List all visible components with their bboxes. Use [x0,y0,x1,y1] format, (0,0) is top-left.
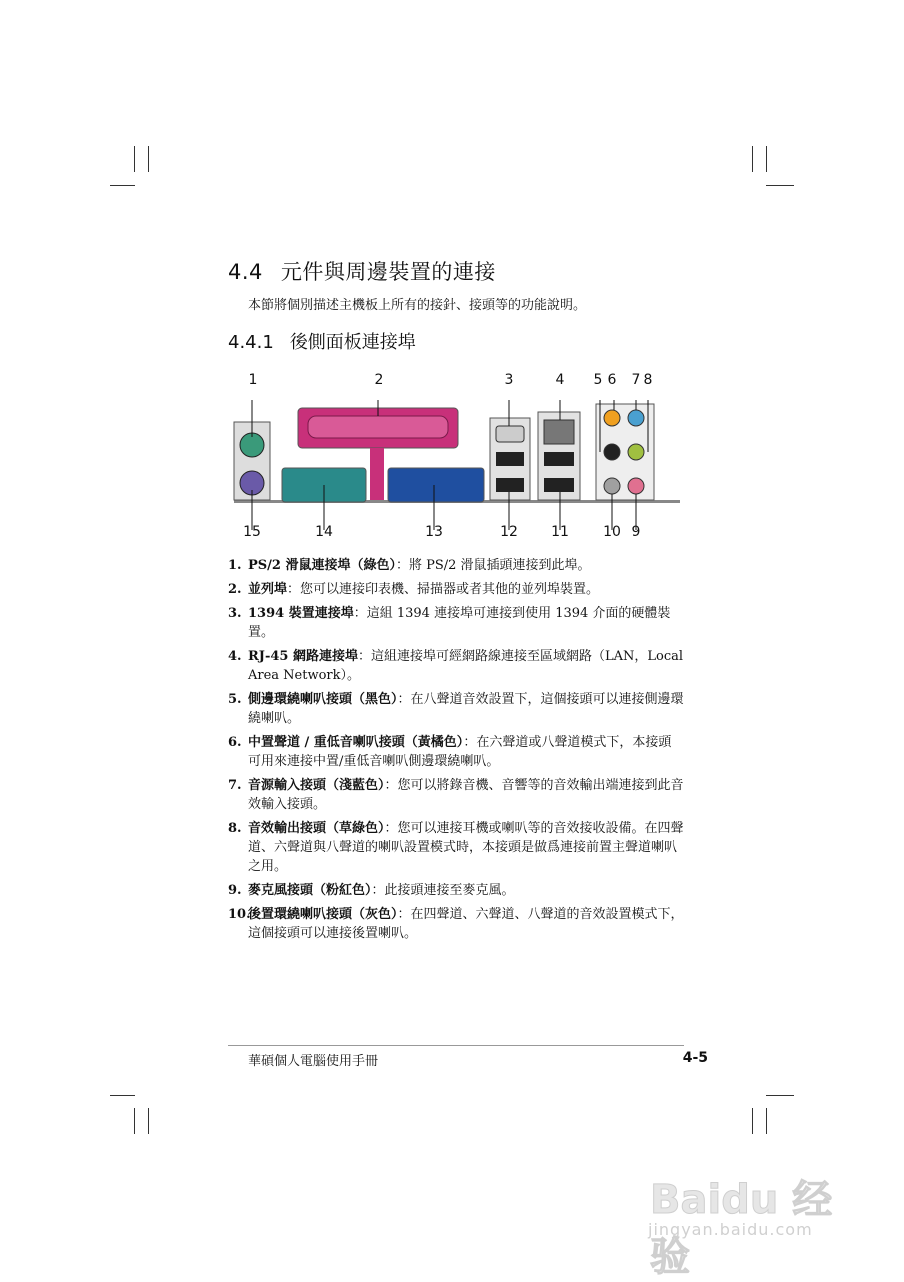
item-number: 7. [228,778,242,793]
watermark-brand: Baidu 经验 [650,1177,833,1280]
list-item [228,905,684,943]
item-number: 4. [228,649,242,664]
crop-mark [766,146,767,172]
item-desc: ：您可以連接印表機、掃描器或者其他的並列埠裝置。 [287,582,600,597]
list-item [228,580,684,599]
crop-mark [134,146,135,172]
section-heading [228,256,496,286]
usb-port [496,452,524,466]
item-title: 1394 裝置連接埠 [248,606,354,621]
callout-14: 14 [315,524,333,540]
item-title: 音源輸入接頭（淺藍色） [248,778,385,793]
crop-mark [766,185,794,186]
footer-divider [228,1045,684,1046]
usb-port [544,478,574,492]
item-desc: ：此接頭連接至麥克風。 [371,883,515,898]
item-desc: ：這組連接埠可經網路線連接至區域網路（LAN，Local Area Network）。 [248,649,684,683]
callout-11: 11 [551,524,569,540]
item-title: 並列埠 [248,582,288,597]
list-item [228,733,684,771]
list-item [228,881,684,900]
subsection-heading [228,328,416,354]
footer-title: 華碩個人電腦使用手冊 [248,1054,379,1069]
crop-mark [134,1108,135,1134]
rear-speaker-jack [604,478,620,494]
list-item [228,690,684,728]
watermark [640,1150,860,1280]
crop-mark [148,146,149,172]
parallel-connector [308,416,448,438]
watermark-url: jingyan.baidu.com [648,1220,813,1239]
item-desc: ：在八聲道音效設置下，這個接頭可以連接側邊環繞喇叭。 [248,692,684,726]
list-item [228,604,684,642]
callout-5: 5 [593,372,603,388]
callout-8: 8 [643,372,653,388]
subsection-title: 後側面板連接埠 [289,332,416,353]
item-number: 2. [228,582,242,597]
callout-6: 6 [607,372,617,388]
rj45-port [544,420,574,444]
callout-15: 15 [243,524,261,540]
line-in-jack [628,410,644,426]
callout-7: 7 [631,372,641,388]
item-number: 6. [228,735,242,750]
item-desc: ：在六聲道或八聲道模式下，本接頭可用來連接中置/重低音喇叭側邊環繞喇叭。 [248,735,672,769]
item-number: 3. [228,606,242,621]
callout-12: 12 [500,524,518,540]
section-title: 元件與周邊裝置的連接 [280,260,496,284]
callout-10: 10 [603,524,621,540]
item-title: 側邊環繞喇叭接頭（黑色） [248,692,398,707]
vga-port [388,468,484,502]
item-desc: ：在四聲道、六聲道、八聲道的音效設置模式下，這個接頭可以連接後置喇叭。 [248,907,684,941]
crop-mark [110,1095,135,1096]
item-title: 中置聲道 / 重低音喇叭接頭（黃橘色） [248,735,464,750]
item-title: 後置環繞喇叭接頭（灰色） [248,907,398,922]
port-description-list [228,556,684,948]
item-desc: ：您可以將錄音機、音響等的音效輸出端連接到此音效輸入接頭。 [248,778,684,812]
callout-1: 1 [248,372,258,388]
callout-3: 3 [504,372,514,388]
item-desc: ：將 PS/2 滑鼠插頭連接到此埠。 [395,558,591,573]
callout-13: 13 [425,524,443,540]
list-item [228,776,684,814]
intro-paragraph: 本節將個別描述主機板上所有的接針、接頭等的功能說明。 [248,298,587,313]
crop-mark [752,1108,753,1134]
callout-9: 9 [631,524,641,540]
usb-port [496,478,524,492]
ports-illustration [228,390,684,540]
item-title: RJ-45 網路連接埠 [248,649,358,664]
section-number: 4.4 [228,260,263,284]
crop-mark [766,1108,767,1134]
item-number: 10. [228,907,251,922]
item-number: 9. [228,883,242,898]
parallel-stem [370,448,384,500]
item-number: 1. [228,558,242,573]
ieee1394-port [496,426,524,442]
usb-port [544,452,574,466]
item-desc: ：您可以連接耳機或喇叭等的音效接收設備。在四聲道、六聲道與八聲道的喇叭設置模式時，本接頭是做爲連接前置主聲道喇叭之用。 [248,821,684,874]
crop-mark [766,1095,794,1096]
item-number: 8. [228,821,242,836]
callout-4: 4 [555,372,565,388]
subsection-number: 4.4.1 [228,332,274,353]
item-number: 5. [228,692,242,707]
list-item [228,647,684,685]
callout-2: 2 [374,372,384,388]
item-title: 音效輸出接頭（草綠色） [248,821,385,836]
crop-mark [110,185,135,186]
item-title: PS/2 滑鼠連接埠（綠色） [248,558,396,573]
center-sub-jack [604,410,620,426]
item-desc: ：這組 1394 連接埠可連接到使用 1394 介面的硬體裝置。 [248,606,671,640]
mic-jack [628,478,644,494]
crop-mark [752,146,753,172]
line-out-jack [628,444,644,460]
side-speaker-jack [604,444,620,460]
list-item [228,819,684,876]
rear-panel-diagram [228,368,684,548]
crop-mark [148,1108,149,1134]
item-title: 麥克風接頭（粉紅色） [248,883,372,898]
page-number: 4-5 [682,1050,708,1066]
list-item [228,556,684,575]
